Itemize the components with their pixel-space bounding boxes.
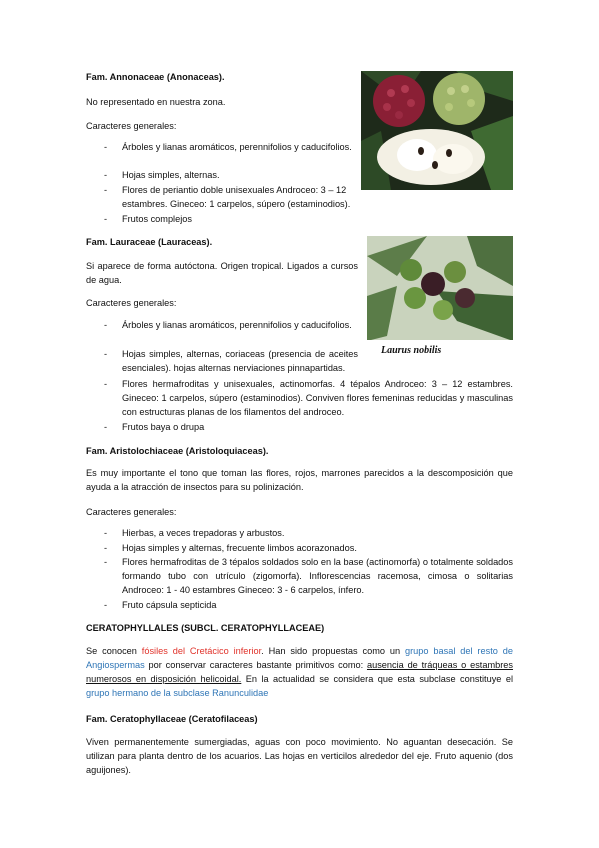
lauraceae-caracteres: Caracteres generales: <box>86 298 177 308</box>
annonaceae-intro: No representado en nuestra zona. <box>86 97 226 107</box>
text-run: Se conocen <box>86 646 142 656</box>
text-run: . Han sido propuestas como un <box>261 646 405 656</box>
annonaceae-item-3: Flores de periantio doble unisexuales Androceo: 3 – 12 estambres. Gineceo: 1 carpelos, súpero (estaminodios). <box>122 185 351 209</box>
aristolochiaceae-title: Fam. Aristolochiaceae (Aristoloquiaceas). <box>86 446 269 456</box>
lauraceae-item-3: Flores hermafroditas y unisexuales, actinomorfas. 4 tépalos Androceo: 3 – 12 estambres. Gineceo: 1 carpelos, súpero (estaminodios). Conviven flores femeninas reducidas y masculinas con estructuras planas de los filamentos del androceo. <box>122 379 513 417</box>
lauraceae-title: Fam. Lauraceae (Lauraceas). <box>86 237 213 247</box>
bullet-dash: - <box>104 557 108 567</box>
aristolochiaceae-intro: Es muy importante el tono que toman las flores, rojos, marrones parecidos a la descomposición que ayuda a la atracción de insectos para su polinización. <box>86 468 513 492</box>
bullet-dash: - <box>104 600 108 610</box>
ausencia-underlined: ausencia de tráqueas o estambres numerosos en disposición helicoidal. <box>86 660 513 684</box>
text-run: por conservar caracteres bastante primitivos como: <box>144 660 367 670</box>
text-run: En la actualidad se considera que esta subclase constituye el <box>241 674 513 684</box>
annona-fruit-photo <box>361 71 513 190</box>
ceratophyllales-paragraph <box>86 644 513 700</box>
aristolochiaceae-item-2: Hojas simples y alternas, frecuente limbos acorazonados. <box>122 543 357 553</box>
lauraceae-item-2: Hojas simples, alternas, coriaceas (presencia de aceites esenciales). hojas alternas nerviaciones pinnapartidas. <box>122 349 358 373</box>
bullet-dash: - <box>104 422 108 432</box>
annonaceae-caracteres: Caracteres generales: <box>86 121 177 131</box>
lauraceae-item-1: Árboles y lianas aromáticos, perennifolios y caducifolios. <box>122 320 352 330</box>
annonaceae-item-1: Árboles y lianas aromáticos, perennifolios y caducifolios. <box>122 142 352 152</box>
lauraceae-intro: Si aparece de forma autóctona. Origen tropical. Ligados a cursos de agua. <box>86 261 358 285</box>
aristolochiaceae-caracteres: Caracteres generales: <box>86 507 177 517</box>
annonaceae-item-4: Frutos complejos <box>122 214 192 224</box>
bullet-dash: - <box>104 142 108 152</box>
bullet-dash: - <box>104 349 108 359</box>
bullet-dash: - <box>104 170 108 180</box>
fosiles-highlight: fósiles del Cretácico inferior <box>141 646 262 656</box>
grupo-hermano-highlight: grupo hermano de la subclase Ranunculidae <box>86 688 269 698</box>
lauraceae-item-4: Frutos baya o drupa <box>122 422 205 432</box>
ceratophyllales-title: CERATOPHYLLALES (SUBCL. CERATOPHYLLACEAE) <box>86 623 325 633</box>
ceratophyllaceae-text: Viven permanentemente sumergiadas, aguas con poco movimiento. No aguantan desecación. Se utilizan para planta dentro de los acuarios. Las hojas en verticilos alrededor del eje. Fruto aquenio (dos aguijones). <box>86 737 513 775</box>
ceratophyllaceae-title: Fam. Ceratophyllaceae (Ceratofilaceas) <box>86 714 258 724</box>
laurus-caption: Laurus nobilis <box>381 345 442 356</box>
bullet-dash: - <box>104 543 108 553</box>
bullet-dash: - <box>104 379 108 389</box>
annonaceae-title: Fam. Annonaceae (Anonaceas). <box>86 72 225 82</box>
bullet-dash: - <box>104 185 108 195</box>
aristolochiaceae-item-4: Fruto cápsula septicida <box>122 600 217 610</box>
annonaceae-item-2: Hojas simples, alternas. <box>122 170 220 180</box>
aristolochiaceae-item-3: Flores hermafroditas de 3 tépalos soldados solo en la base (actinomorfa) o totalmente soldados formando tubo con utrículo (zigomorfa). Inflorescencias racemosa, cimosa o solitarias Androceo: 1 - 40 estambres Gineceo: 3 - 6 carpelos, ínfero. <box>122 557 513 595</box>
grupo-basal-highlight: grupo basal del resto de Angiospermas <box>86 646 513 670</box>
laurus-nobilis-photo <box>367 236 513 359</box>
bullet-dash: - <box>104 320 108 330</box>
aristolochiaceae-item-1: Hierbas, a veces trepadoras y arbustos. <box>122 528 285 538</box>
bullet-dash: - <box>104 214 108 224</box>
bullet-dash: - <box>104 528 108 538</box>
